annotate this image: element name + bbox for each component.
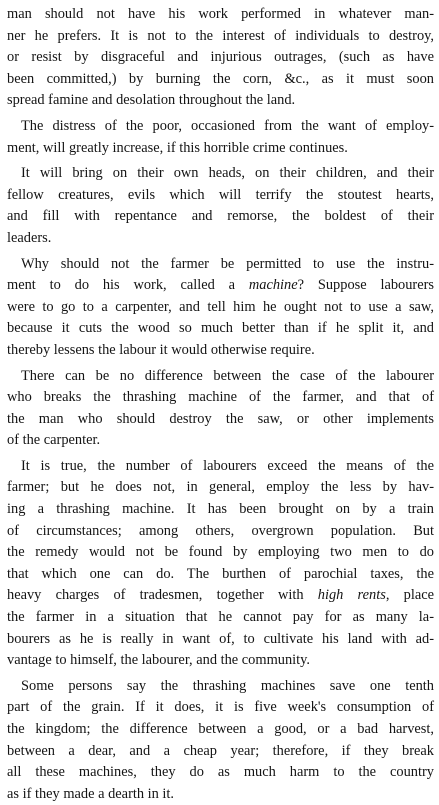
paragraph	[7, 163, 434, 249]
italic-text: high rents	[317, 587, 386, 604]
text-line: been committed,) by burning the corn, &c., as it must soon	[7, 70, 434, 87]
text-line: ment to do his work, called a machine? Suppose labourers	[7, 277, 435, 294]
paragraph	[7, 366, 434, 452]
italic-text: machine	[248, 277, 298, 294]
text-line: as if they made a dearth in it.	[7, 785, 175, 802]
text-line: ner he prefers. It is not to the interest of individuals to destroy,	[7, 27, 434, 44]
text-line: thereby lessens the labour it would otherwise require.	[7, 341, 315, 358]
text-line: bourers as he is really in want of, to cultivate his land with ad-	[7, 630, 434, 647]
paragraph	[7, 456, 434, 672]
text-line: ing a thrashing machine. It has been brought on by a train	[7, 501, 434, 518]
text-line: vantage to himself, the labourer, and the community.	[7, 652, 311, 669]
text-line: and fill with repentance and remorse, the boldest of their	[7, 208, 434, 225]
text-line: It is true, the number of labourers exceed the means of the	[21, 457, 434, 474]
text-line: were to go to a carpenter, and tell him he ought not to use a saw,	[7, 298, 434, 315]
paragraph	[7, 676, 434, 805]
text-line: all these machines, they do as much harm to the country	[7, 764, 434, 781]
text-line: the farmer in a situation that he cannot pay for as many la-	[7, 609, 434, 626]
text-line: Why should not the farmer be permitted to use the instru-	[21, 255, 434, 272]
text-line: There can be no difference between the case of the labourer	[21, 367, 434, 384]
text-line: It will bring on their own heads, on their children, and their	[21, 165, 434, 182]
text-line: part of the grain. If it does, it is five week's consumption of	[7, 699, 434, 716]
text-line: because it cuts the wood so much better than if he split it, and	[7, 320, 434, 337]
text-line: Some persons say the thrashing machines save one tenth	[21, 677, 434, 694]
text-line: fellow creatures, evils which will terrify the stoutest hearts,	[7, 186, 434, 203]
text-line: who breaks the thrashing machine of the farmer, and that of	[7, 389, 434, 406]
text-line: the kingdom; the difference between a good, or a bad harvest,	[7, 721, 434, 737]
text-line: leaders.	[7, 229, 52, 246]
text-line: heavy charges of tradesmen, together with high rents, place	[7, 587, 434, 604]
text-line: of circumstances; among others, overgrown population. But	[7, 522, 434, 539]
text-line: of the carpenter.	[7, 432, 101, 449]
text-line: The distress of the poor, occasioned from the want of employ-	[21, 117, 434, 134]
paragraph	[7, 116, 434, 159]
text-line: farmer; but he does not, in general, employ the less by hav-	[7, 479, 434, 496]
paragraph	[7, 4, 434, 112]
text-line: the remedy would not be found by employing two men to do	[7, 544, 434, 561]
text-line: between a dear, and a cheap year; therefore, if they break	[7, 742, 434, 759]
text-line: that which one can do. The burthen of parochial taxes, the	[7, 565, 434, 582]
text-line: man should not have his work performed in whatever man-	[7, 6, 434, 22]
text-line: spread famine and desolation throughout the land.	[7, 92, 296, 109]
text-line: ment, will greatly increase, if this horrible crime continues.	[7, 139, 348, 156]
text-line: or resist by disgraceful and injurious outrages, (such as have	[7, 49, 434, 66]
paragraph	[7, 254, 434, 362]
text-line: the man who should destroy the saw, or other implements	[7, 410, 434, 427]
